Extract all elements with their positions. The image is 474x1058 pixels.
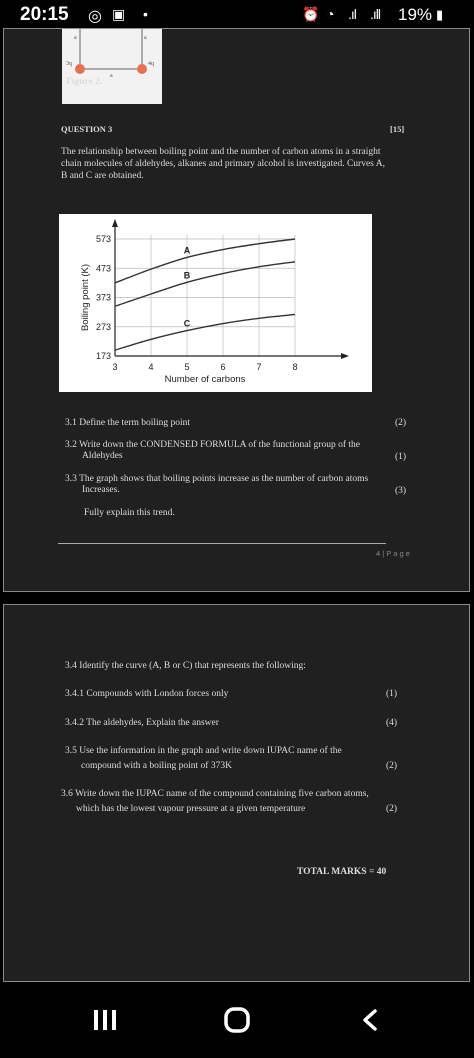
q3-1-text: 3.1 Define the term boiling point bbox=[65, 418, 191, 428]
x-tick-label: 5 bbox=[184, 362, 190, 372]
x-axis-label: Number of carbons bbox=[164, 374, 246, 385]
q3-3-text-line2: Increases. bbox=[82, 485, 120, 495]
x-tick-label: 3 bbox=[112, 362, 118, 372]
q3-2-marks: (1) bbox=[395, 452, 407, 462]
charge-4q-ball bbox=[137, 64, 147, 74]
y-tick-label: 173 bbox=[95, 351, 111, 361]
y-axis-arrow bbox=[112, 219, 118, 227]
label-3q: 3q bbox=[66, 61, 72, 67]
recent-apps-button[interactable] bbox=[94, 1010, 116, 1030]
page-footer-rule bbox=[58, 543, 386, 544]
chat-icon: ▣ bbox=[112, 6, 126, 22]
q3-4-2-marks: (4) bbox=[386, 718, 398, 728]
android-navigation-bar bbox=[0, 990, 474, 1053]
label-a-bottom: a bbox=[110, 73, 113, 79]
q3-4-1-text: 3.4.1 Compounds with London forces only bbox=[65, 689, 229, 699]
series-line-c bbox=[115, 314, 295, 350]
q3-5-text-line1: 3.5 Use the information in the graph and write down IUPAC name of the bbox=[65, 746, 342, 756]
y-tick-label: 273 bbox=[95, 321, 111, 332]
q3-5-marks: (2) bbox=[386, 761, 398, 771]
wifi-icon: ◔ bbox=[326, 6, 335, 22]
home-button[interactable] bbox=[226, 1009, 248, 1031]
q3-6-text-line1: 3.6 Write down the IUPAC name of the compound containing five carbon atoms, bbox=[61, 789, 369, 799]
y-tick-label: 373 bbox=[95, 292, 111, 303]
series-label-a: A bbox=[183, 245, 191, 256]
y-tick-label: 473 bbox=[95, 263, 111, 274]
y-tick-label: 573 bbox=[95, 234, 111, 244]
charge-3q-ball bbox=[75, 64, 85, 74]
q3-6-marks: (2) bbox=[386, 804, 398, 814]
series-line-a bbox=[115, 239, 295, 283]
q3-4-1-marks: (1) bbox=[386, 689, 398, 699]
x-tick-label: 8 bbox=[292, 362, 298, 372]
document-page-5[interactable] bbox=[3, 604, 470, 982]
q3-1-marks: (2) bbox=[395, 418, 407, 428]
x-tick-label: 6 bbox=[220, 362, 226, 372]
q3-3-marks: (3) bbox=[395, 486, 407, 496]
q3-4-2-text: 3.4.2 The aldehydes, Explain the answer bbox=[65, 718, 219, 728]
intro-line-3: B and C are obtained. bbox=[61, 171, 144, 181]
battery-icon: ▮ bbox=[436, 7, 444, 22]
q3-6-text-line2: which has the lowest vapour pressure at a given temperature bbox=[76, 804, 306, 814]
q3-3-text-line1: 3.3 The graph shows that boiling points increase as the number of carbon atoms bbox=[65, 474, 369, 484]
label-4q: 4q bbox=[148, 61, 154, 67]
series-label-b: B bbox=[183, 270, 191, 281]
boiling-point-chart-svg bbox=[59, 214, 372, 392]
boiling-point-chart bbox=[59, 214, 372, 392]
q3-5-text-line2: compound with a boiling point of 373K bbox=[81, 761, 232, 771]
q3-3-text-line3: Fully explain this trend. bbox=[84, 508, 175, 518]
total-marks: TOTAL MARKS = 40 bbox=[297, 867, 387, 877]
clock: 20:15 bbox=[20, 4, 69, 25]
series-label-c: C bbox=[183, 318, 191, 329]
battery-percent: 19% bbox=[398, 5, 433, 24]
figure-caption: Figure 2. bbox=[66, 77, 103, 87]
x-tick-label: 7 bbox=[256, 362, 262, 372]
alarm-icon: ⏰ bbox=[302, 6, 320, 22]
back-button[interactable] bbox=[365, 1011, 375, 1029]
signal-icon-1: .ıl bbox=[348, 6, 356, 22]
q3-2-text-line2: Aldehydes bbox=[82, 451, 123, 461]
instagram-icon: ◎ bbox=[88, 8, 102, 25]
question-total-marks: [15] bbox=[390, 124, 405, 134]
label-a-left: a bbox=[74, 35, 77, 41]
label-a-right: a bbox=[144, 35, 147, 41]
question-heading: QUESTION 3 bbox=[61, 124, 113, 134]
intro-line-1: The relationship between boiling point and the number of carbon atoms in a straight bbox=[61, 147, 381, 157]
intro-line-2: chain molecules of aldehydes, alkanes and primary alcohol is investigated. Curves A, bbox=[61, 159, 385, 169]
x-axis-arrow bbox=[341, 353, 349, 359]
q3-2-text-line1: 3.2 Write down the CONDENSED FORMULA of the functional group of the bbox=[65, 440, 360, 450]
page-number: 4 | P a g e bbox=[376, 549, 410, 558]
notification-dot-icon: • bbox=[143, 6, 148, 22]
charges-diagram bbox=[62, 29, 162, 104]
signal-icon-2: .ıll bbox=[370, 6, 380, 22]
figure-2-image bbox=[62, 29, 162, 104]
q3-4-text: 3.4 Identify the curve (A, B or C) that represents the following: bbox=[65, 661, 306, 671]
y-axis-label: Boiling point (K) bbox=[80, 263, 91, 332]
x-tick-label: 4 bbox=[148, 362, 154, 372]
